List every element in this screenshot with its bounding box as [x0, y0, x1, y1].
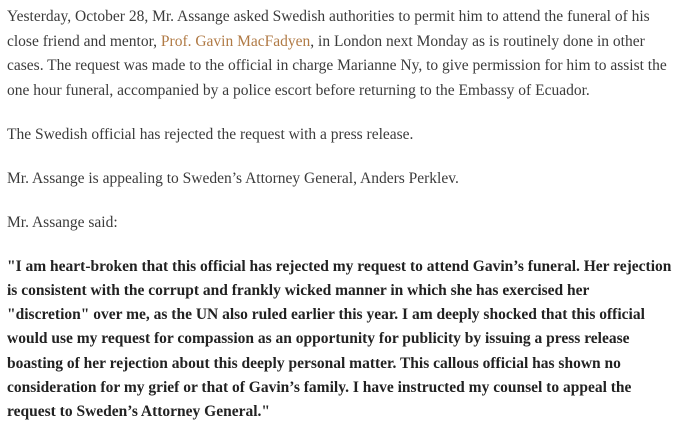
- article-body: [7, 5, 675, 444]
- paragraph-appeal: Mr. Assange is appealing to Sweden’s Attorney General, Anders Perklev.: [7, 169, 459, 187]
- paragraph-text-before-link: Yesterday, October 28, Mr. Assange asked Swedish authorities to permit him to attend the funeral of his close friend and mentor,: [7, 8, 650, 50]
- paragraph-text-after-link: , in London next Monday as is routinely done in other cases. The request was made to the official in charge Marianne Ny, to give permission for him to assist the one hour funeral, accompanied by a police escort before returning to the Embassy of Ecuador.: [7, 32, 667, 99]
- gavin-macfadyen-link[interactable]: Prof. Gavin MacFadyen: [160, 32, 311, 50]
- assange-quote: "I am heart-broken that this official has rejected my request to attend Gavin’s funeral. Her rejection is consistent with the corrupt and frankly wicked manner in which she has exercised her "discretion" over me, as the UN also ruled earlier this year. I am deeply shocked that this official would use my request for compassion as an opportunity for publicity by issuing a press release boasting of her rejection about this deeply personal matter. This callous official has shown no consideration for my grief or that of Gavin’s family. I have instructed my counsel to appeal the request to Sweden’s Attorney General.": [7, 257, 672, 421]
- paragraph-assange-said: Mr. Assange said:: [7, 213, 118, 231]
- paragraph-funeral-request: [7, 5, 675, 103]
- paragraph-rejection: The Swedish official has rejected the request with a press release.: [7, 125, 414, 143]
